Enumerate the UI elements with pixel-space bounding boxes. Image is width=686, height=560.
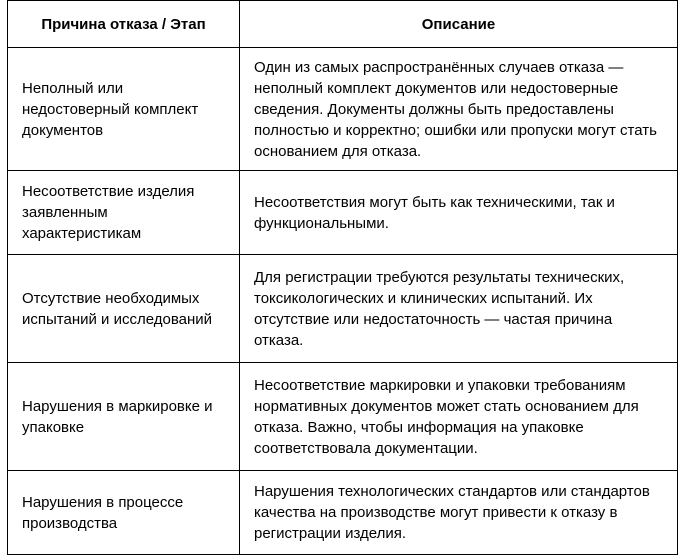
description-text: Несоответствия могут быть как техническими, так и функциональными.: [254, 193, 615, 232]
reason-text: Неполный или недостоверный комплект документов: [22, 79, 199, 139]
reason-cell: [8, 255, 240, 363]
table-row: [8, 255, 678, 363]
header-row: [8, 1, 678, 48]
table-row: [8, 48, 678, 171]
column-header-reason: Причина отказа / Этап: [8, 1, 240, 48]
description-text: Несоответствие маркировки и упаковки требованиям нормативных документов может стать основанием для отказа. Важно, чтобы информация на упаковке соответствовала документации.: [254, 376, 639, 457]
table-row: [8, 471, 678, 555]
description-cell: [240, 471, 678, 555]
reason-cell: [8, 363, 240, 471]
table-row: [8, 171, 678, 255]
description-cell: [240, 171, 678, 255]
table-row: [8, 363, 678, 471]
description-text: Один из самых распространённых случаев отказа — неполный комплект документов или недостоверные сведения. Документы должны быть предоставлены полностью и корректно; ошибки или пропуски могут стать основанием для отказа.: [254, 58, 657, 160]
description-cell: [240, 48, 678, 171]
reason-text: Несоответствие изделия заявленным характеристикам: [22, 183, 195, 242]
reason-text: Нарушения в маркировке и упаковке: [22, 397, 213, 436]
description-text: Для регистрации требуются результаты технических, токсикологических и клинических испытаний. Их отсутствие или недостаточность — частая причина отказа.: [254, 268, 625, 349]
description-text: Нарушения технологических стандартов или стандартов качества на производстве могут привести к отказу в регистрации изделия.: [254, 483, 650, 542]
reason-cell: [8, 471, 240, 555]
table-body: [8, 48, 678, 555]
reason-cell: [8, 48, 240, 171]
description-cell: [240, 363, 678, 471]
table-header: [8, 1, 678, 48]
refusal-reasons-table: [7, 0, 678, 555]
reason-text: Отсутствие необходимых испытаний и исследований: [22, 289, 213, 328]
reason-text: Нарушения в процессе производства: [22, 493, 184, 532]
description-cell: [240, 255, 678, 363]
reason-cell: [8, 171, 240, 255]
column-header-description: Описание: [240, 1, 678, 48]
